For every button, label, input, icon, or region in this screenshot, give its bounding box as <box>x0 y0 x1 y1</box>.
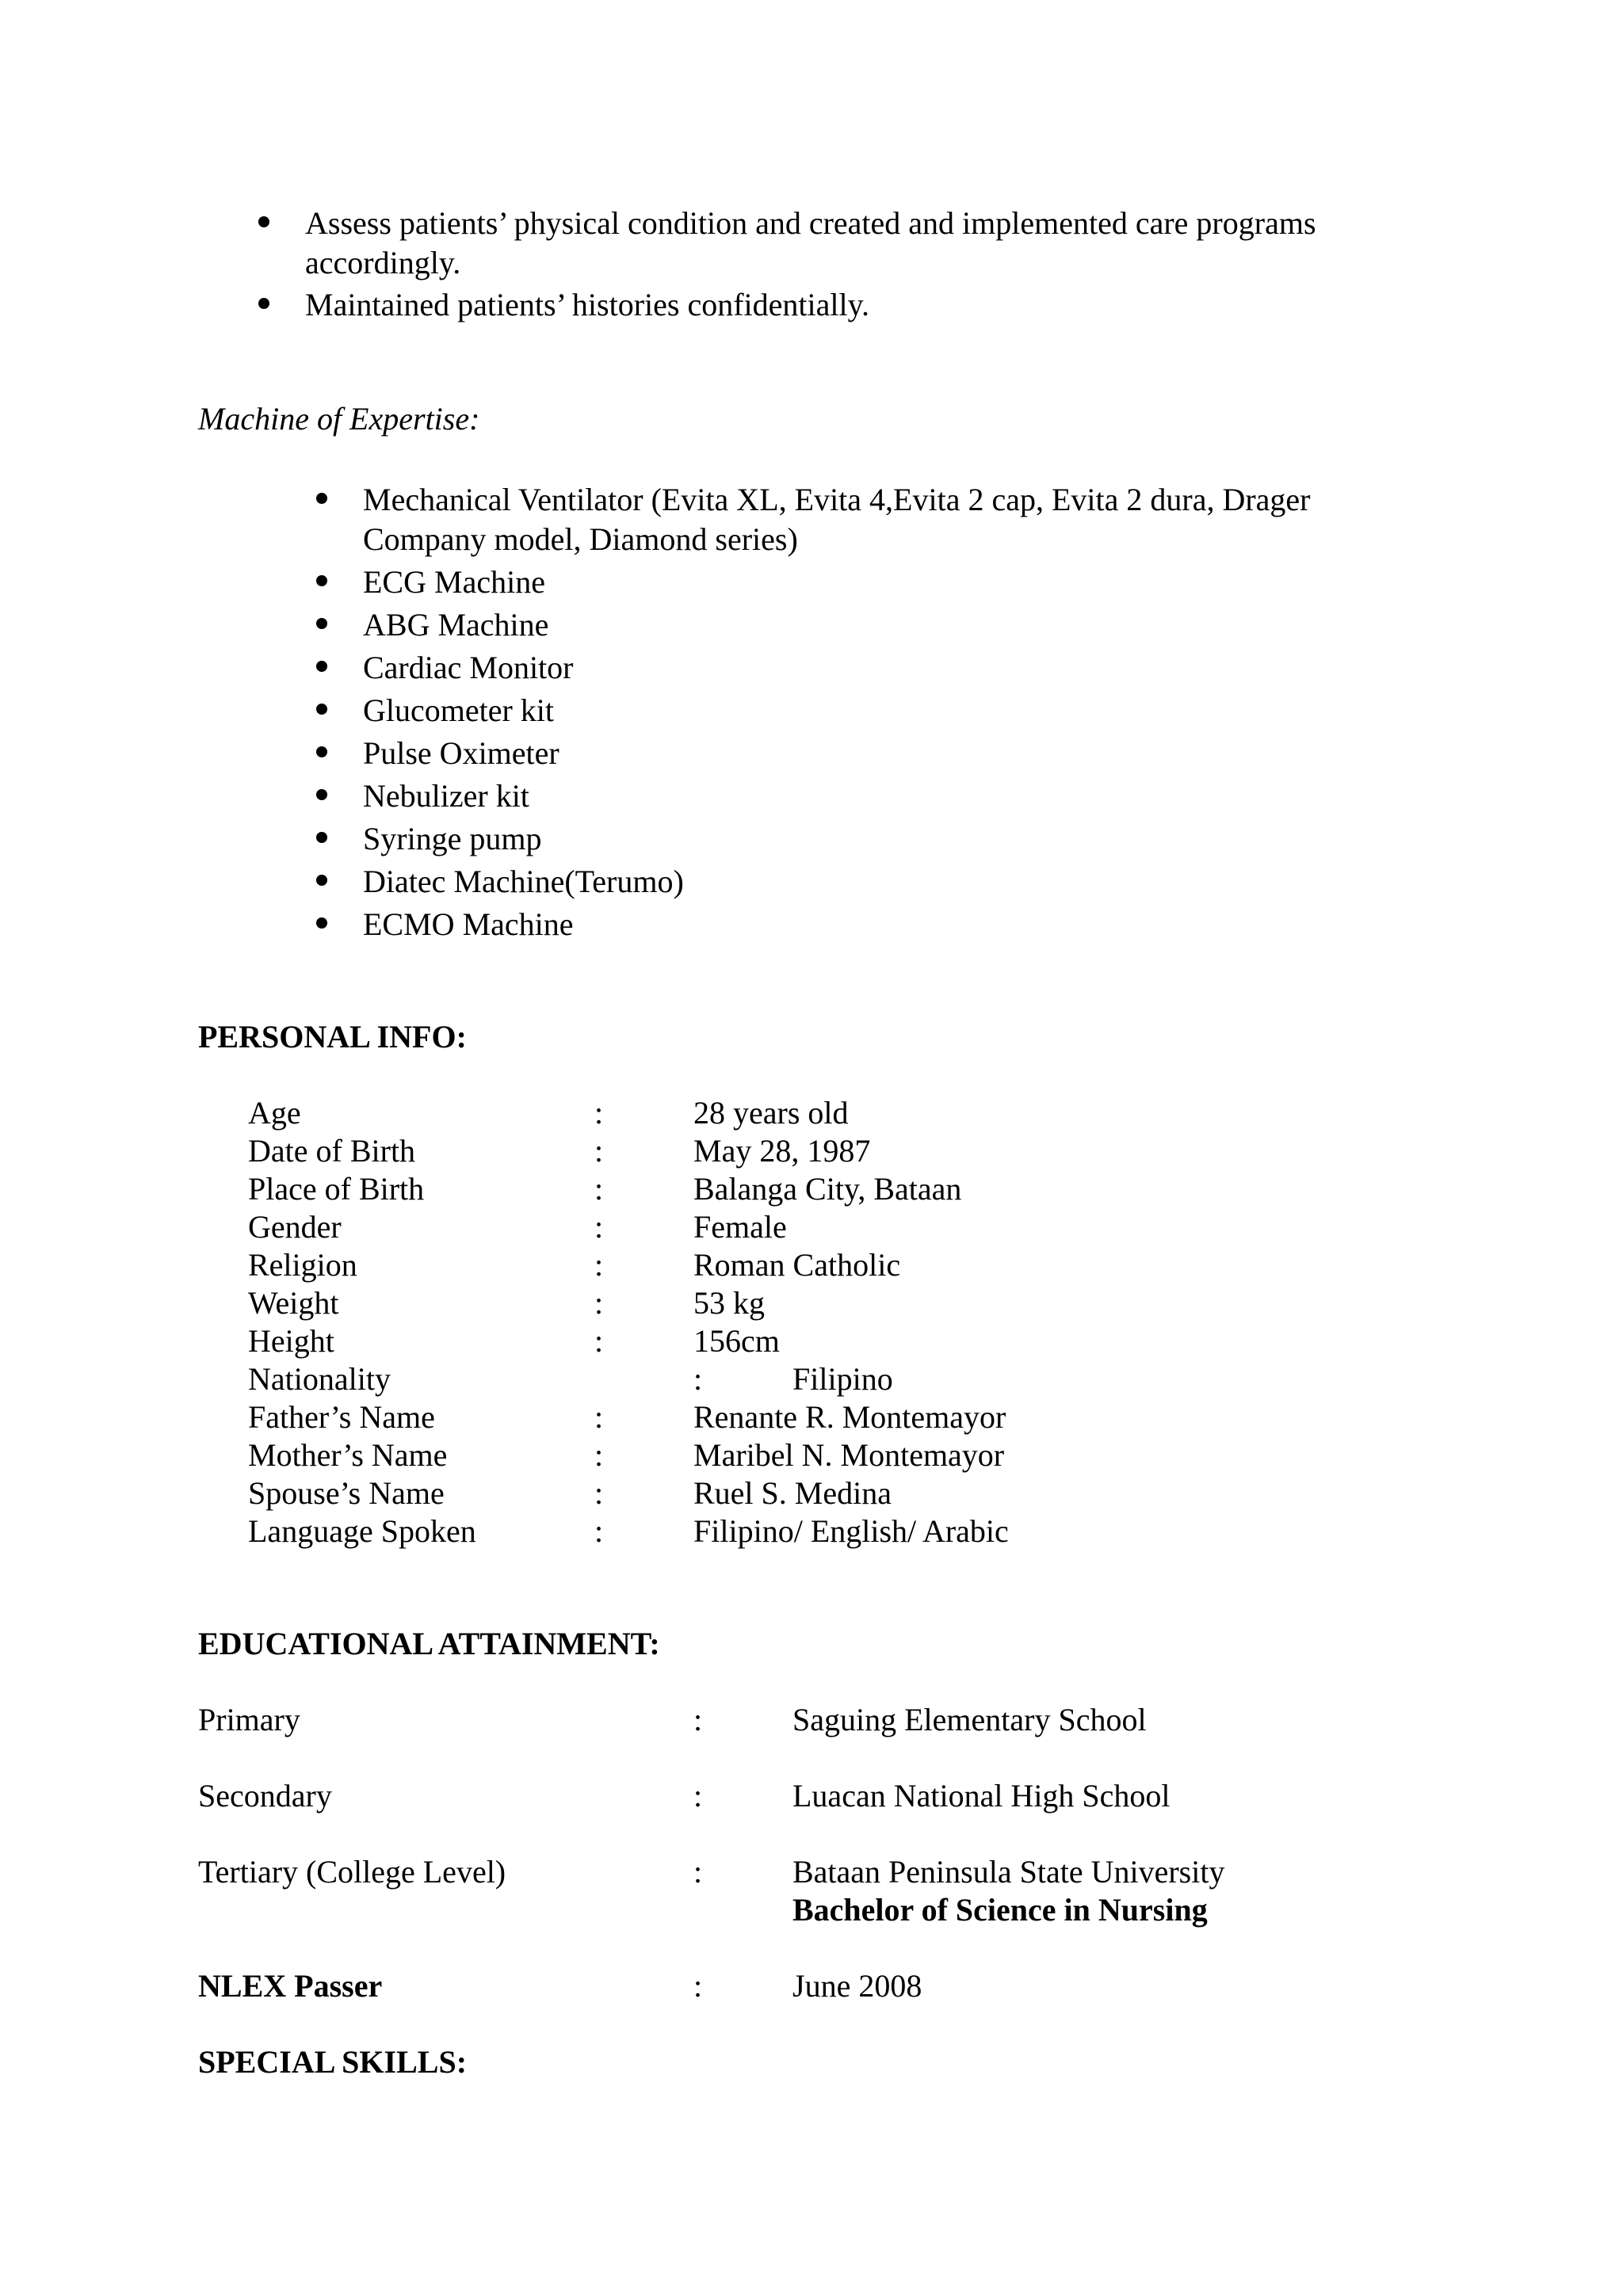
machine-item: ECMO Machine <box>363 906 574 942</box>
special-skills-heading: SPECIAL SKILLS: <box>198 2044 468 2080</box>
bullet-icon <box>258 216 269 227</box>
machine-item: ECG Machine <box>363 564 545 600</box>
info-separator: : <box>594 1513 604 1549</box>
bullet-icon <box>316 832 327 843</box>
info-label: Religion <box>248 1247 357 1283</box>
education-label: Tertiary (College Level) <box>198 1854 506 1890</box>
info-label: Gender <box>248 1209 342 1245</box>
info-label: Mother’s Name <box>248 1437 448 1473</box>
bullet-icon <box>258 298 269 309</box>
info-label: Nationality <box>248 1361 391 1397</box>
bullet-icon <box>316 746 327 757</box>
info-label: Place of Birth <box>248 1171 425 1207</box>
info-label: Language Spoken <box>248 1513 476 1549</box>
info-separator: : <box>594 1285 604 1321</box>
education-degree: Bachelor of Science in Nursing <box>792 1892 1208 1928</box>
education-separator: : <box>693 1702 703 1737</box>
machine-item: Syringe pump <box>363 821 542 856</box>
info-label: Weight <box>248 1285 339 1321</box>
machine-item: Diatec Machine(Terumo) <box>363 864 684 899</box>
info-label: Age <box>248 1095 301 1131</box>
info-separator: : <box>594 1247 604 1283</box>
machine-item: Mechanical Ventilator (Evita XL, Evita 4,Evita 2 cap, Evita 2 dura, Drager <box>363 482 1311 517</box>
education-value: Bataan Peninsula State University <box>792 1854 1225 1890</box>
bullet-icon <box>316 661 327 672</box>
info-separator: : <box>594 1323 604 1359</box>
education-separator: : <box>693 1778 703 1814</box>
info-label: Spouse’s Name <box>248 1475 445 1511</box>
machine-item: Cardiac Monitor <box>363 650 574 685</box>
machine-item: Nebulizer kit <box>363 778 529 814</box>
duty-line: Maintained patients’ histories confidentially. <box>305 287 870 322</box>
bullet-icon <box>316 789 327 800</box>
bullet-icon <box>316 875 327 886</box>
bullet-icon <box>316 618 327 629</box>
bullet-icon <box>316 575 327 586</box>
info-value: Filipino/ English/ Arabic <box>693 1513 1009 1549</box>
info-value: 28 years old <box>693 1095 849 1131</box>
info-value: Roman Catholic <box>693 1247 901 1283</box>
info-separator: : <box>594 1095 604 1131</box>
bullet-icon <box>316 704 327 715</box>
info-separator: : <box>594 1209 604 1245</box>
info-separator: : <box>594 1475 604 1511</box>
info-value: Maribel N. Montemayor <box>693 1437 1005 1473</box>
info-value: Balanga City, Bataan <box>693 1171 962 1207</box>
nlex-value: June 2008 <box>792 1968 922 2004</box>
machines-heading: Machine of Expertise: <box>198 401 480 437</box>
duty-line: accordingly. <box>305 245 461 280</box>
education-label: Secondary <box>198 1778 332 1814</box>
info-value: Ruel S. Medina <box>693 1475 892 1511</box>
education-separator: : <box>693 1854 703 1890</box>
education-heading: EDUCATIONAL ATTAINMENT: <box>198 1626 660 1661</box>
machine-item: Company model, Diamond series) <box>363 521 798 557</box>
info-separator: : <box>693 1361 703 1397</box>
info-label: Date of Birth <box>248 1133 416 1169</box>
info-value: 53 kg <box>693 1285 765 1321</box>
education-value: Luacan National High School <box>792 1778 1170 1814</box>
personal-info-heading: PERSONAL INFO: <box>198 1019 467 1055</box>
info-separator: : <box>594 1171 604 1207</box>
education-value: Saguing Elementary School <box>792 1702 1147 1737</box>
nlex-separator: : <box>693 1968 703 2004</box>
bullet-icon <box>316 493 327 504</box>
info-value: Filipino <box>792 1361 893 1397</box>
info-value: May 28, 1987 <box>693 1133 871 1169</box>
duty-line: Assess patients’ physical condition and created and implemented care programs <box>305 205 1316 241</box>
machine-item: Pulse Oximeter <box>363 735 559 771</box>
info-separator: : <box>594 1437 604 1473</box>
info-value: Renante R. Montemayor <box>693 1399 1006 1435</box>
machine-item: ABG Machine <box>363 607 549 643</box>
education-label: Primary <box>198 1702 300 1737</box>
info-label: Height <box>248 1323 334 1359</box>
info-value: 156cm <box>693 1323 780 1359</box>
info-label: Father’s Name <box>248 1399 435 1435</box>
nlex-label: NLEX Passer <box>198 1968 383 2004</box>
machine-item: Glucometer kit <box>363 692 555 728</box>
bullet-icon <box>316 917 327 929</box>
info-separator: : <box>594 1133 604 1169</box>
info-separator: : <box>594 1399 604 1435</box>
info-value: Female <box>693 1209 787 1245</box>
